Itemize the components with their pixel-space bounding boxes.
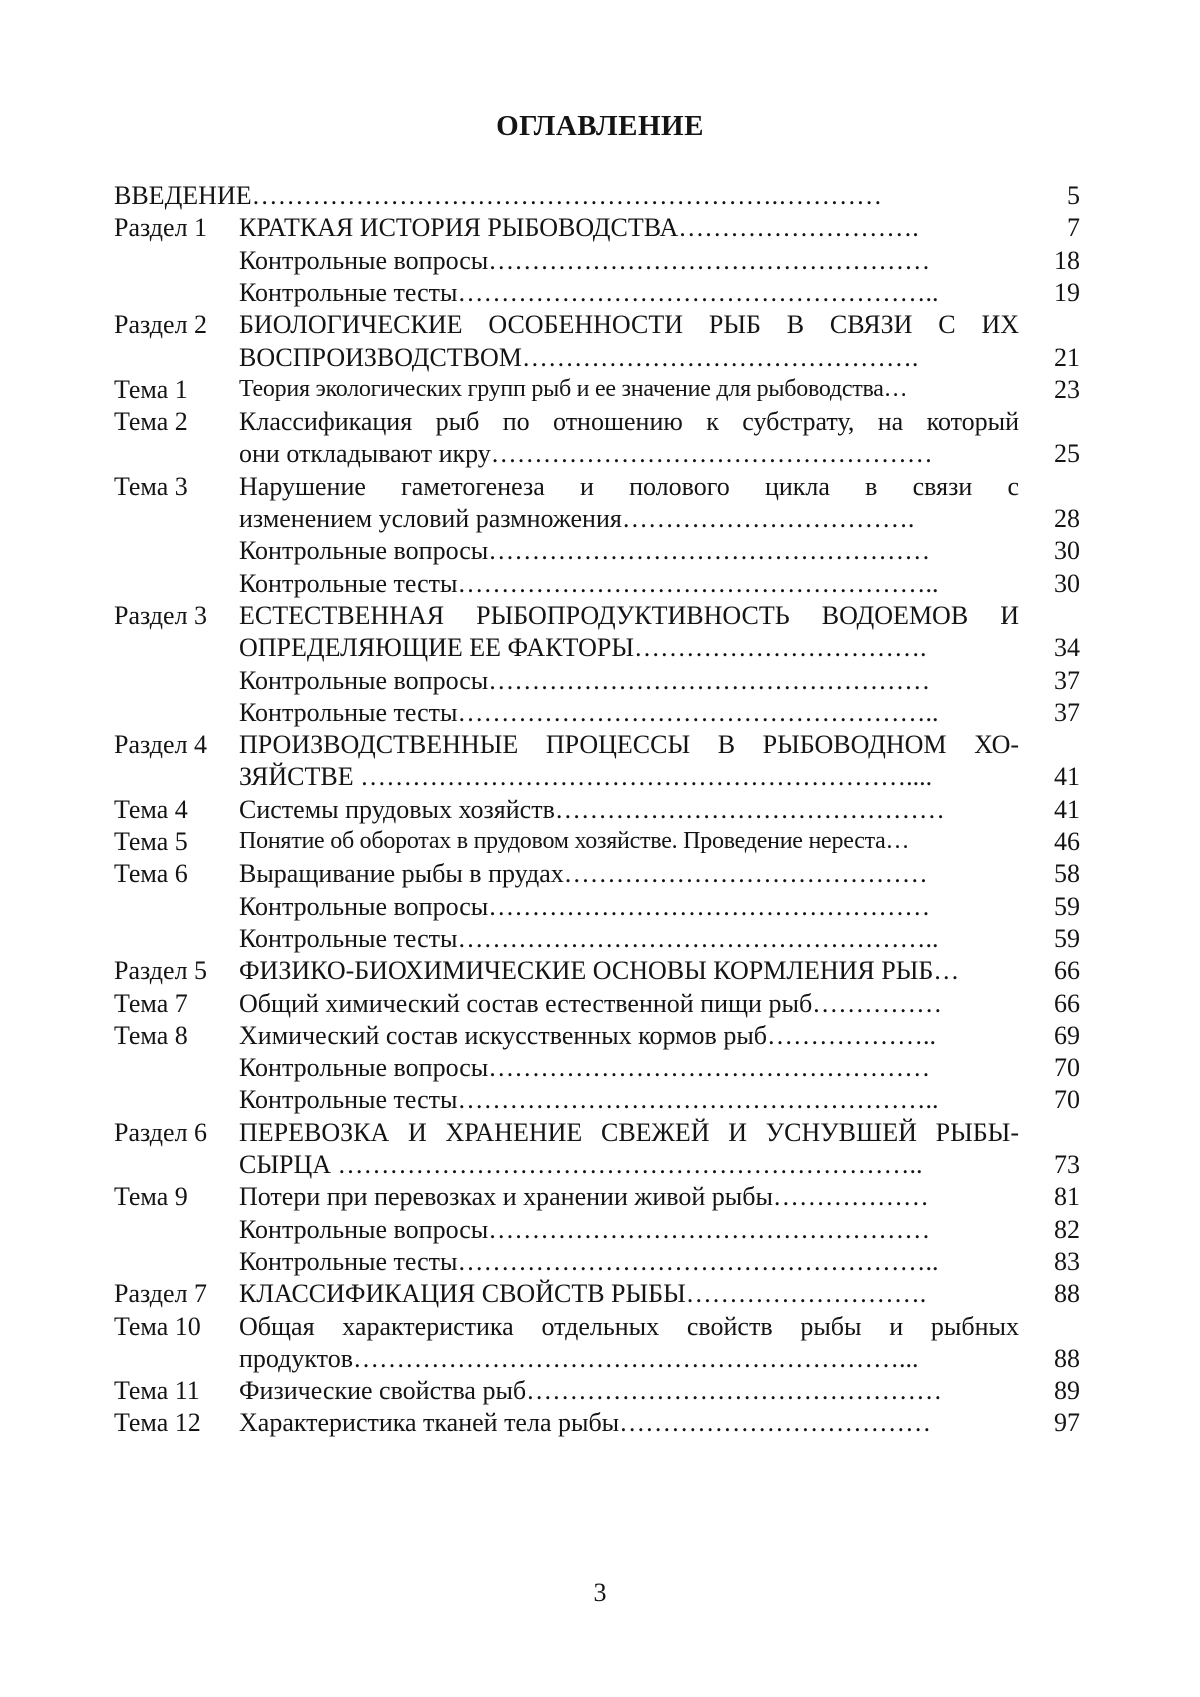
toc-entry-title: Общая характеристика отдельных свойств рыбы и рыбных xyxy=(239,1311,1019,1341)
toc-entry xyxy=(0,1082,1200,1117)
toc-entry-title: Контрольные вопросы…………………………………………… xyxy=(239,1214,931,1244)
toc-entry-page: 23 xyxy=(1054,374,1080,404)
toc-entry-title: продуктов………………………………………………………... xyxy=(239,1343,919,1373)
toc-entry-page: 34 xyxy=(1054,633,1080,663)
toc-entry-title: Системы прудовых хозяйств……………………………………… xyxy=(239,794,945,824)
toc-entry xyxy=(0,307,1200,342)
toc-entry-label: Раздел 3 xyxy=(114,600,208,630)
toc-entry-page: 30 xyxy=(1054,536,1080,566)
toc-entry xyxy=(0,727,1200,762)
toc-entry xyxy=(0,340,1200,375)
toc-entry-page: 59 xyxy=(1054,923,1080,953)
toc-entry xyxy=(0,469,1200,504)
toc-entry xyxy=(0,598,1200,633)
toc-entry-title: Контрольные вопросы…………………………………………… xyxy=(239,665,931,695)
toc-entry-title: ЗЯЙСТВЕ ……………………………………………………….... xyxy=(239,762,933,792)
toc-entry-page: 7 xyxy=(1067,213,1080,243)
toc-entry-page: 5 xyxy=(1067,181,1080,210)
toc-entry-page: 19 xyxy=(1054,277,1080,307)
toc-entry-title: СЫРЦА ………………………………………………………….. xyxy=(239,1150,923,1179)
toc-entry-title: Контрольные тесты……………………………………………….. xyxy=(239,923,939,953)
toc-entry xyxy=(0,1244,1200,1279)
toc-entry-page: 59 xyxy=(1054,891,1080,921)
toc-entry xyxy=(0,921,1200,956)
toc-entry-title: Контрольные вопросы…………………………………………… xyxy=(239,891,931,921)
toc-entry xyxy=(0,1179,1200,1214)
toc-entry-label: Тема 11 xyxy=(114,1376,200,1406)
toc-entry-label: Тема 5 xyxy=(114,827,188,856)
toc-entry-title: Контрольные вопросы…………………………………………… xyxy=(239,245,931,275)
toc-entry-page: 58 xyxy=(1054,859,1080,889)
toc-entry xyxy=(0,1373,1200,1408)
toc-entry xyxy=(0,210,1200,245)
toc-entry-page: 18 xyxy=(1054,245,1080,275)
toc-entry xyxy=(0,663,1200,698)
toc-entry-label: Раздел 6 xyxy=(114,1117,208,1147)
toc-entry-page: 37 xyxy=(1054,697,1080,727)
toc-entry xyxy=(0,759,1200,794)
toc-entry-page: 83 xyxy=(1054,1246,1080,1276)
toc-entry-title: Контрольные тесты……………………………………………….. xyxy=(239,1085,939,1115)
toc-entry-page: 88 xyxy=(1054,1279,1080,1309)
toc-entry-title: КРАТКАЯ ИСТОРИЯ РЫБОВОДСТВА………………………. xyxy=(239,213,919,243)
toc-entry-title: Классификация рыб по отношению к субстрату, на который xyxy=(239,407,1019,437)
toc-entry-label: Тема 12 xyxy=(114,1408,201,1438)
toc-entry-title: Контрольные тесты……………………………………………….. xyxy=(239,697,939,727)
page-title: ОГЛАВЛЕНИЕ xyxy=(496,110,704,142)
toc-entry-title: Теория экологических групп рыб и ее значение для рыбоводства… xyxy=(239,375,908,402)
toc-entry-label: Раздел 2 xyxy=(114,310,208,340)
toc-entry-title: ВОСПРОИЗВОДСТВОМ………………………………………. xyxy=(239,342,919,372)
toc-entry xyxy=(0,986,1200,1021)
toc-entry-title: Нарушение гаметогенеза и полового цикла в связи с xyxy=(239,471,1019,501)
toc-entry xyxy=(0,1341,1200,1376)
toc-entry-page: 41 xyxy=(1054,794,1080,824)
toc-entry-label: Тема 10 xyxy=(114,1311,201,1341)
toc-entry-title: Характеристика тканей тела рыбы……………………………… xyxy=(239,1408,932,1438)
toc-entry-title: они откладывают икру…………………………………………… xyxy=(239,439,933,469)
toc-entry xyxy=(0,1309,1200,1344)
toc-entry xyxy=(0,1147,1200,1182)
toc-entry-label: Тема 3 xyxy=(114,471,188,501)
toc-entry-title: изменением условий размножения……………………………. xyxy=(239,504,915,533)
toc-entry-page: 66 xyxy=(1054,956,1080,986)
toc-entry-label: Тема 1 xyxy=(114,374,188,404)
toc-entry-title: ВВЕДЕНИЕ…………………………………………………….………… xyxy=(114,181,883,210)
toc-entry xyxy=(0,630,1200,665)
toc-entry-page: 30 xyxy=(1054,568,1080,598)
toc-entry-page: 89 xyxy=(1054,1376,1080,1406)
toc-entry xyxy=(0,953,1200,988)
toc-entry xyxy=(0,695,1200,730)
toc-entry-page: 28 xyxy=(1054,504,1080,533)
toc-entry-page: 97 xyxy=(1054,1408,1080,1438)
toc-entry-title: Контрольные вопросы…………………………………………… xyxy=(239,1053,931,1083)
toc-entry-label: Тема 6 xyxy=(114,859,188,889)
toc-entry-page: 37 xyxy=(1054,665,1080,695)
toc-entry-page: 21 xyxy=(1054,342,1080,372)
toc-entry-label: Раздел 1 xyxy=(114,213,208,243)
toc-entry xyxy=(0,404,1200,439)
toc-entry xyxy=(0,792,1200,827)
toc-entry-title: Выращивание рыбы в прудах…………………………………… xyxy=(239,859,928,889)
toc-entry-page: 41 xyxy=(1054,762,1080,792)
toc-entry-title: Контрольные тесты……………………………………………….. xyxy=(239,277,939,307)
toc-entry xyxy=(0,178,1200,213)
toc-entry xyxy=(0,436,1200,471)
toc-entry xyxy=(0,1212,1200,1247)
toc-entry xyxy=(0,1276,1200,1311)
toc-entry xyxy=(0,1115,1200,1150)
toc-entry-title: Контрольные тесты……………………………………………….. xyxy=(239,1246,939,1276)
toc-entry xyxy=(0,856,1200,891)
toc-entry xyxy=(0,501,1200,536)
toc-entry-title: Химический состав искусственных кормов рыб……………….. xyxy=(239,1020,937,1050)
toc-entry-title: Контрольные вопросы…………………………………………… xyxy=(239,536,931,566)
toc-entry xyxy=(0,1018,1200,1053)
toc-entry xyxy=(0,243,1200,278)
toc-entry-title: Понятие об оборотах в прудовом хозяйстве. Проведение нереста… xyxy=(239,828,910,854)
toc-entry-page: 70 xyxy=(1054,1085,1080,1115)
toc-entry xyxy=(0,275,1200,310)
toc-entry-page: 66 xyxy=(1054,988,1080,1018)
toc-entry-page: 82 xyxy=(1054,1214,1080,1244)
page-number: 3 xyxy=(593,1578,607,1607)
toc-entry-label: Раздел 4 xyxy=(114,730,208,760)
toc-entry-title: Потери при перевозках и хранении живой рыбы……………… xyxy=(239,1182,929,1212)
toc-entry-label: Тема 7 xyxy=(114,988,188,1018)
toc-entry xyxy=(0,1050,1200,1085)
toc-entry xyxy=(0,566,1200,601)
toc-entry-page: 81 xyxy=(1054,1182,1080,1212)
toc-entry-title: ПЕРЕВОЗКА И ХРАНЕНИЕ СВЕЖЕЙ И УСНУВШЕЙ РЫБЫ- xyxy=(239,1117,1019,1147)
toc-entry xyxy=(0,533,1200,568)
toc-entry-title: ОПРЕДЕЛЯЮЩИЕ ЕЕ ФАКТОРЫ……………………………. xyxy=(239,633,927,663)
toc-entry-page: 73 xyxy=(1054,1150,1080,1179)
toc-entry xyxy=(0,824,1200,859)
toc-entry-title: ФИЗИКО-БИОХИМИЧЕСКИЕ ОСНОВЫ КОРМЛЕНИЯ РЫБ… xyxy=(239,956,960,986)
toc-entry-page: 88 xyxy=(1054,1343,1080,1373)
toc-entry-page: 70 xyxy=(1054,1053,1080,1083)
toc-entry xyxy=(0,1405,1200,1440)
toc-entry-page: 69 xyxy=(1054,1020,1080,1050)
toc-entry-label: Раздел 7 xyxy=(114,1279,208,1309)
toc-entry-title: Физические свойства рыб………………………………………… xyxy=(239,1376,943,1406)
toc-entry-label: Тема 4 xyxy=(114,794,188,824)
toc-entry-label: Тема 2 xyxy=(114,407,188,437)
toc-entry-label: Раздел 5 xyxy=(114,956,208,986)
toc-entry-label: Тема 8 xyxy=(114,1020,188,1050)
toc-entry-title: ПРОИЗВОДСТВЕННЫЕ ПРОЦЕССЫ В РЫБОВОДНОМ ХО- xyxy=(239,730,1019,760)
toc-entry xyxy=(0,889,1200,924)
toc-entry-title: Общий химический состав естественной пищи рыб…………… xyxy=(239,988,943,1018)
toc-entry-title: КЛАССИФИКАЦИЯ СВОЙСТВ РЫБЫ………………………. xyxy=(239,1279,927,1309)
toc-entry-label: Тема 9 xyxy=(114,1182,188,1212)
toc-entry-title: Контрольные тесты……………………………………………….. xyxy=(239,568,939,598)
toc-entry-page: 46 xyxy=(1054,827,1080,856)
toc-entry-title: ЕСТЕСТВЕННАЯ РЫБОПРОДУКТИВНОСТЬ ВОДОЕМОВ И xyxy=(239,600,1019,630)
toc-entry-title: БИОЛОГИЧЕСКИЕ ОСОБЕННОСТИ РЫБ В СВЯЗИ С ИХ xyxy=(239,310,1019,340)
toc-entry-page: 25 xyxy=(1054,439,1080,469)
toc-entry xyxy=(0,372,1200,407)
